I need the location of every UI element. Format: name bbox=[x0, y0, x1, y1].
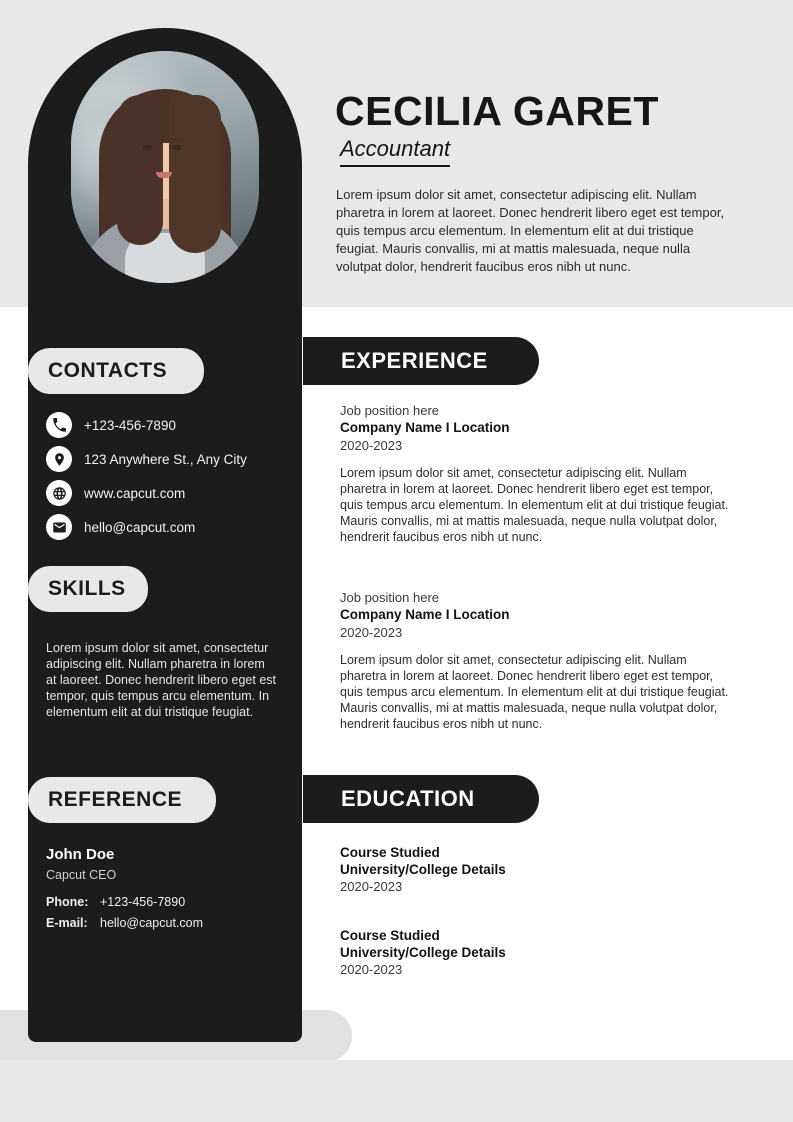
education-dates: 2020-2023 bbox=[340, 879, 403, 894]
skills-text: Lorem ipsum dolor sit amet, consectetur adipiscing elit. Nullam pharetra in lorem at laoreet. Donec hendrerit libero eget est tempor, quis tempus arcu elementum. In elementum elit at dui tristique feugiat. bbox=[46, 641, 276, 719]
experience-item-2 bbox=[340, 590, 732, 732]
contacts-heading: CONTACTS bbox=[28, 348, 204, 394]
portrait-brow-left bbox=[141, 138, 154, 141]
reference-email-value: hello@capcut.com bbox=[100, 916, 204, 930]
globe-icon bbox=[46, 480, 72, 506]
reference-name: John Doe bbox=[46, 846, 115, 863]
contact-value-email: hello@capcut.com bbox=[84, 519, 196, 535]
education-item-1 bbox=[340, 845, 732, 894]
education-heading: EDUCATION bbox=[303, 775, 539, 823]
portrait-eye-right bbox=[172, 145, 181, 150]
reference-phone-value: +123-456-7890 bbox=[100, 895, 186, 909]
education-school: University/College Details bbox=[340, 862, 506, 877]
reference-heading: REFERENCE bbox=[28, 777, 216, 823]
profile-summary: Lorem ipsum dolor sit amet, consectetur adipiscing elit. Nullam pharetra in lorem at laoreet. Donec hendrerit libero eget est tempor, quis tempus arcu elementum. In elementum elit at dui tristique feugiat. Mauris convallis, mi at mattis malesuada, neque nulla volutpat dolor, hendrerit faucibus eros nibh ut nunc. bbox=[336, 187, 725, 274]
experience-description: Lorem ipsum dolor sit amet, consectetur adipiscing elit. Nullam pharetra in lorem at laoreet. Donec hendrerit libero eget est tempor, quis tempus arcu elementum. In elementum elit at dui tristique feugiat. Mauris convallis, mi at mattis malesuada, neque nulla volutpat dolor, hendrerit faucibus eros nibh ut nunc. bbox=[340, 466, 729, 544]
contact-row-phone bbox=[46, 408, 292, 442]
education-item-2 bbox=[340, 928, 732, 977]
contact-value-website: www.capcut.com bbox=[84, 485, 186, 501]
experience-position: Job position here bbox=[340, 590, 440, 605]
phone-icon bbox=[46, 412, 72, 438]
reference-email-label: E-mail: bbox=[46, 916, 88, 930]
experience-company: Company Name I Location bbox=[340, 420, 510, 435]
reference-title: Capcut CEO bbox=[46, 868, 117, 882]
contact-row-email[interactable] bbox=[46, 510, 292, 544]
contact-value-phone: +123-456-7890 bbox=[84, 417, 176, 433]
experience-description: Lorem ipsum dolor sit amet, consectetur adipiscing elit. Nullam pharetra in lorem at laoreet. Donec hendrerit libero eget est tempor, quis tempus arcu elementum. In elementum elit at dui tristique feugiat. Mauris convallis, mi at mattis malesuada, neque nulla volutpat dolor, hendrerit faucibus eros nibh ut nunc. bbox=[340, 653, 729, 731]
experience-dates: 2020-2023 bbox=[340, 438, 403, 453]
contact-row-address bbox=[46, 442, 292, 476]
contact-row-website[interactable] bbox=[46, 476, 292, 510]
skills-heading: SKILLS bbox=[28, 566, 148, 612]
experience-position: Job position here bbox=[340, 403, 440, 418]
contacts-list bbox=[46, 408, 292, 544]
portrait-eye-left bbox=[143, 145, 152, 150]
location-pin-icon bbox=[46, 446, 72, 472]
contact-value-address: 123 Anywhere St., Any City bbox=[84, 451, 247, 467]
page-title: CECILIA GARET bbox=[335, 88, 659, 134]
education-course: Course Studied bbox=[340, 928, 440, 943]
experience-item-1 bbox=[340, 403, 732, 545]
education-course: Course Studied bbox=[340, 845, 440, 860]
experience-dates: 2020-2023 bbox=[340, 625, 403, 640]
experience-heading: EXPERIENCE bbox=[303, 337, 539, 385]
portrait-hair-left bbox=[117, 95, 163, 245]
reference-email-row bbox=[46, 916, 203, 930]
reference-phone-label: Phone: bbox=[46, 895, 89, 909]
portrait-brow-right bbox=[170, 138, 183, 141]
education-dates: 2020-2023 bbox=[340, 962, 403, 977]
education-school: University/College Details bbox=[340, 945, 506, 960]
envelope-icon bbox=[46, 514, 72, 540]
portrait-hair-right bbox=[169, 95, 221, 253]
profile-photo bbox=[71, 51, 259, 283]
job-role: Accountant bbox=[340, 136, 450, 167]
reference-phone-row bbox=[46, 895, 185, 909]
experience-company: Company Name I Location bbox=[340, 607, 510, 622]
footer-background-band bbox=[0, 1060, 793, 1122]
